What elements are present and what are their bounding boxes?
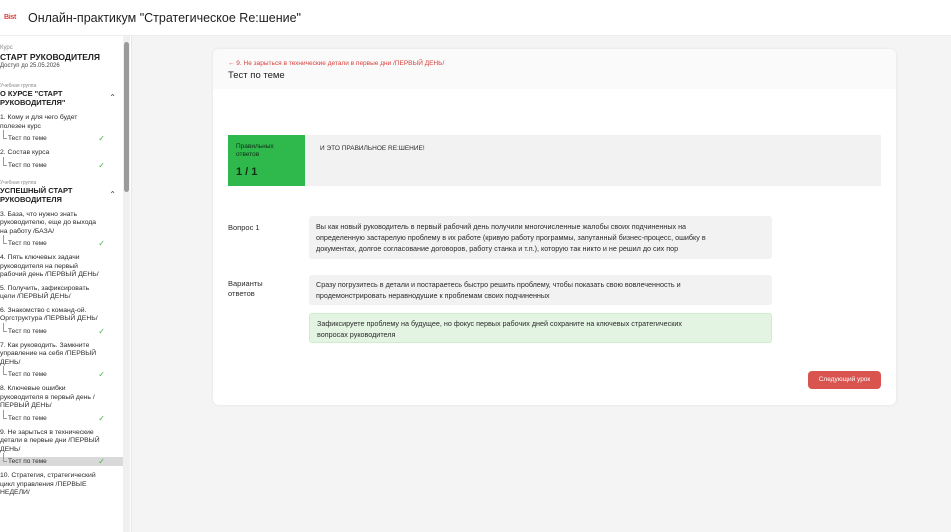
answers-label-line: Варианты xyxy=(228,279,263,288)
sidebar-lesson[interactable] xyxy=(0,285,116,302)
tree-connector xyxy=(3,235,7,244)
test-label: Тест по теме xyxy=(8,135,47,142)
lesson-title-line: 1. Кому и для чего будет xyxy=(0,114,78,121)
check-icon: ✓ xyxy=(98,134,105,143)
lesson-title-line: цели /ПЕРВЫЙ ДЕНЬ/ xyxy=(0,293,71,300)
lesson-title-line: управление на себя /ПЕРВЫЙ xyxy=(0,350,97,357)
sidebar-lesson[interactable] xyxy=(0,307,116,324)
question-text xyxy=(309,216,772,259)
lesson-title-line: Оргструктура /ПЕРВЫЙ ДЕНЬ/ xyxy=(0,315,98,322)
question-line: Вы как новый руководитель в первый рабочий день получили многочисленные жалобы своих подчиненных на xyxy=(316,222,687,231)
question-line: определенную застарелую проблему в их работе (кривую работу программы, запутанный бизнес-процесс, ошибку в xyxy=(316,233,706,242)
tree-connector xyxy=(3,130,7,139)
sidebar-lesson[interactable] xyxy=(0,254,116,280)
question-line: документах, долгое согласование договоров, работу станка и т.п.), которую так никто и не решил до сих пор xyxy=(316,244,679,253)
next-lesson-button[interactable]: Следующий урок xyxy=(808,371,881,389)
test-label: Тест по теме xyxy=(8,327,47,335)
lesson-title-line: 8. Ключевые ошибки xyxy=(0,385,66,392)
result-score: 1 / 1 xyxy=(236,166,258,178)
test-label: Тест по теме xyxy=(8,371,47,378)
check-icon: ✓ xyxy=(98,160,105,170)
page-title: Тест по теме xyxy=(228,70,285,81)
result-label xyxy=(236,143,274,159)
lesson-card xyxy=(213,49,896,405)
result-message: И ЭТО ПРАВИЛЬНОЕ RE:ШЕНИЕ! xyxy=(320,145,425,152)
sidebar-lesson[interactable] xyxy=(0,149,116,158)
lesson-title-line: 9. Не зарыться в технические xyxy=(0,428,94,436)
lesson-title-line: 7. Как руководить. Замкните xyxy=(0,341,90,349)
course-access: Доступ до 25.05.2026 xyxy=(0,63,60,69)
lesson-title-line: полезен курс xyxy=(0,122,41,130)
chevron-up-icon[interactable]: ⌃ xyxy=(109,93,116,102)
card-header xyxy=(213,49,896,89)
check-icon: ✓ xyxy=(98,413,105,423)
answer-line: продемонстрировать неравнодушие к проблемам своих подчиненных xyxy=(316,291,550,300)
answer-option-correct[interactable] xyxy=(309,313,772,343)
result-label-line: Правильных xyxy=(236,143,274,150)
back-link[interactable]: ← 9. Не зарыться в технические детали в первые дни /ПЕРВЫЙ ДЕНЬ/ xyxy=(228,60,445,67)
section-caption: Учебная группа xyxy=(0,179,37,186)
test-label: Тест по теме xyxy=(8,414,47,422)
chevron-up-icon[interactable]: ⌃ xyxy=(109,189,116,199)
test-label: Тест по теме xyxy=(8,458,47,465)
sidebar-test-item[interactable] xyxy=(0,370,123,379)
lesson-title-line: детали в первые дни /ПЕРВЫЙ xyxy=(0,437,100,444)
tree-connector xyxy=(3,157,7,166)
check-icon: ✓ xyxy=(98,326,105,336)
sidebar-test-item[interactable] xyxy=(0,134,123,143)
sidebar-section[interactable] xyxy=(0,83,124,107)
sidebar-lesson[interactable] xyxy=(0,429,116,455)
lesson-title-line: руководителю, еще до выхода xyxy=(0,219,97,226)
lesson-title-line: 10. Стратегия, стратегический xyxy=(0,472,96,479)
test-label: Тест по теме xyxy=(8,161,47,169)
lesson-title-line: 6. Знакомство с команд-ой. xyxy=(0,306,87,314)
sidebar-lesson[interactable] xyxy=(0,472,116,498)
sidebar-test-item[interactable] xyxy=(0,414,123,423)
lesson-title-line: цикл управления /ПЕРВЫЕ xyxy=(0,480,87,488)
sidebar-lesson[interactable] xyxy=(0,342,116,368)
lesson-title-line: 3. База, что нужно знать xyxy=(0,210,77,218)
sidebar-lesson[interactable] xyxy=(0,385,116,411)
tree-connector xyxy=(3,410,7,419)
question-label: Вопрос 1 xyxy=(228,223,260,232)
lesson-title-line: 2. Состав курса xyxy=(0,149,50,156)
lesson-title-line: НЕДЕЛИ/ xyxy=(0,489,30,496)
lesson-title-line: рабочий день /ПЕРВЫЙ ДЕНЬ/ xyxy=(0,271,99,278)
sidebar-test-item[interactable] xyxy=(0,239,123,248)
lesson-title-line: руководителя на первый xyxy=(0,262,78,270)
answer-line: Сразу погрузитесь в детали и постараетесь быстро решить проблему, чтобы показать свою вовлеченность и xyxy=(316,280,681,289)
lesson-title-line: руководителя в первый день / xyxy=(0,393,95,401)
result-score-box xyxy=(228,135,305,186)
sidebar xyxy=(0,36,132,532)
tree-connector xyxy=(3,323,7,332)
lesson-title-line: ДЕНЬ/ xyxy=(0,445,21,453)
sidebar-test-item[interactable] xyxy=(0,457,123,466)
tree-connector xyxy=(3,366,7,375)
lesson-title-line: 4. Пять ключевых задачи xyxy=(0,254,80,261)
sidebar-lesson[interactable] xyxy=(0,114,116,131)
sidebar-scrollbar[interactable] xyxy=(124,42,129,192)
course-caption: Курс xyxy=(0,45,13,51)
course-title: СТАРТ РУКОВОДИТЕЛЯ xyxy=(0,52,101,62)
answers-label-line: ответов xyxy=(228,289,255,298)
answers-label xyxy=(228,279,263,299)
section-title: О КУРСЕ "СТАРТ xyxy=(0,89,63,98)
app-title: Онлайн-практикум "Стратегическое Re:шение" xyxy=(28,10,301,25)
section-title: УСПЕШНЫЙ СТАРТ xyxy=(0,185,73,195)
sidebar-test-item[interactable] xyxy=(0,161,123,170)
top-bar xyxy=(0,0,951,36)
check-icon: ✓ xyxy=(98,239,105,248)
logo[interactable]: Bist xyxy=(4,13,17,21)
section-caption: Учебная группа xyxy=(0,83,37,89)
result-banner xyxy=(228,135,881,186)
test-label: Тест по теме xyxy=(8,240,47,247)
lesson-title-line: на работу /БАЗА/ xyxy=(0,227,55,235)
result-label-line: ответов xyxy=(236,151,260,158)
answer-line: Зафиксируете проблему на будущее, но фокус первых рабочих дней сохраните на ключевых стратегических xyxy=(317,319,682,328)
sidebar-section[interactable] xyxy=(0,180,124,204)
section-title: РУКОВОДИТЕЛЯ" xyxy=(0,98,66,107)
lesson-title-line: 5. Получить, зафиксировать xyxy=(0,284,90,292)
check-icon: ✓ xyxy=(98,370,105,379)
check-icon: ✓ xyxy=(98,457,105,466)
lesson-title-line: ДЕНЬ/ xyxy=(0,358,21,366)
answer-option[interactable] xyxy=(309,275,772,305)
sidebar-lesson[interactable] xyxy=(0,211,116,237)
answer-line: вопросах руководителя xyxy=(317,330,396,339)
sidebar-test-item[interactable] xyxy=(0,327,123,336)
lesson-title-line: ПЕРВЫЙ ДЕНЬ/ xyxy=(0,402,52,409)
section-title: РУКОВОДИТЕЛЯ xyxy=(0,194,62,204)
tree-connector xyxy=(3,453,7,462)
